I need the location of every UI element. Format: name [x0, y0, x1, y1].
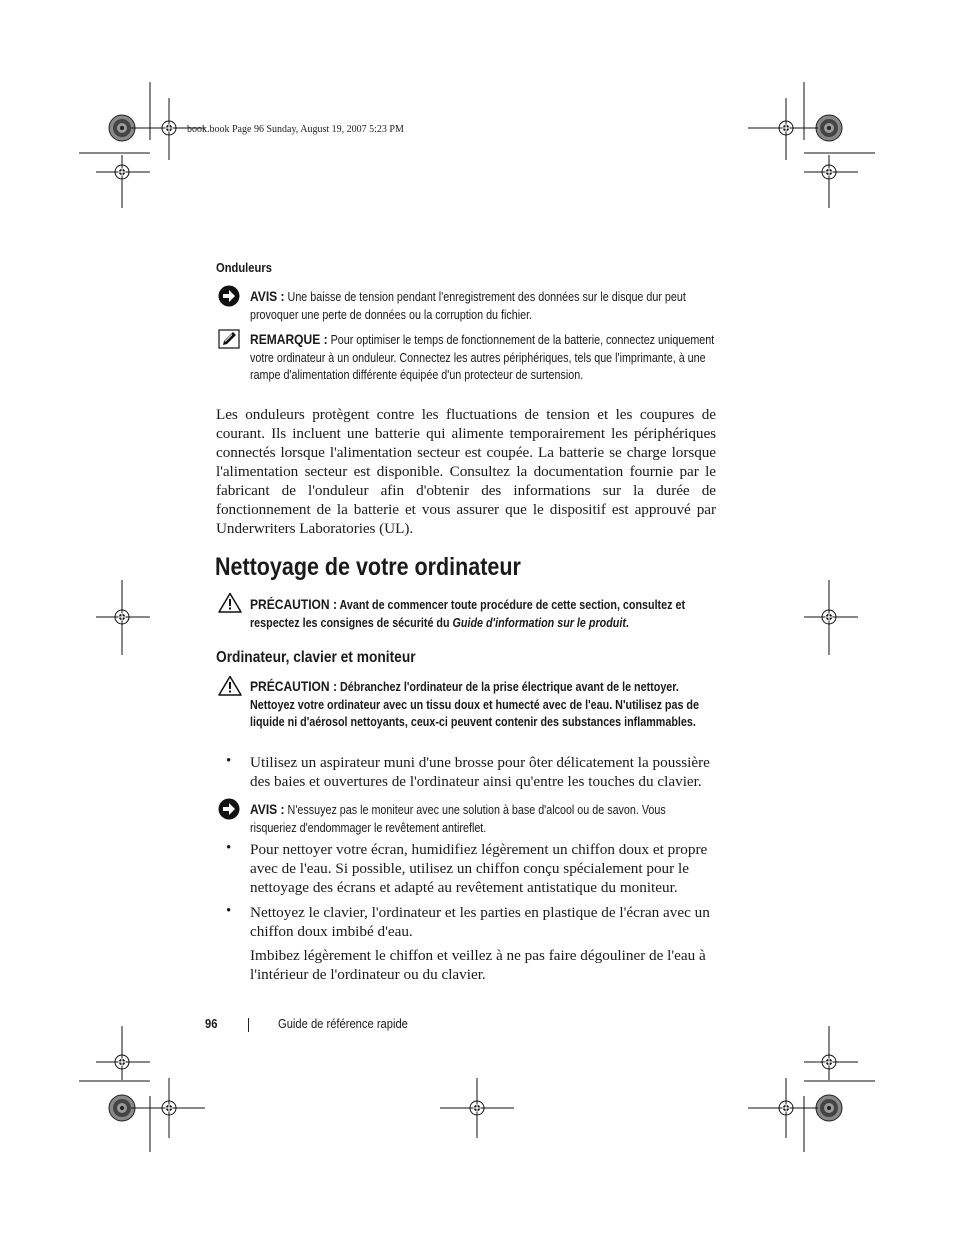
print-header: book.book Page 96 Sunday, August 19, 2007 5:23 PM	[187, 124, 404, 135]
caution-text: Débranchez l'ordinateur de la prise électrique avant de le nettoyer. Nettoyez votre ordinateur avec un tissu doux et humecté avec de l'eau. N'utilisez pas de liquide ni d'aérosol nettoyants, ceux-ci peuvent contenir des substances inflammables.	[250, 680, 699, 729]
caution-block-2	[250, 678, 714, 732]
caution-label: PRÉCAUTION :	[250, 596, 337, 612]
note-pencil-icon	[218, 329, 240, 349]
note-label: REMARQUE :	[250, 331, 328, 347]
caution-block	[250, 596, 714, 632]
registration-star-icon	[816, 1095, 842, 1121]
footer-title: Guide de référence rapide	[278, 1016, 408, 1031]
notice-arrow-icon	[218, 285, 240, 307]
bullet-icon: •	[226, 753, 232, 769]
registration-star-icon	[816, 115, 842, 141]
bullet-item-keyboard-followup: Imbibez légèrement le chiffon et veillez à ne pas faire dégouliner de l'eau à l'intérieur de l'ordinateur ou du clavier.	[250, 947, 706, 983]
subheading-computer-keyboard-monitor: Ordinateur, clavier et moniteur	[216, 649, 416, 666]
bullet-icon: •	[226, 840, 232, 856]
ups-paragraph: Les onduleurs protègent contre les fluctuations de tension et les coupures de courant. Ils incluent une batterie qui alimente temporairement les périphériques connectés lorsque l'alimentation secteur est coupée. La batterie se charge lorsque l'alimentation secteur est disponible. Consultez la documentation fournie par le fabricant de l'onduleur afin d'obtenir des informations sur la durée de fonctionnement de la batterie et vous assurer que le dispositif est approuvé par Underwriters Laboratories (UL).	[216, 406, 716, 537]
caution-guide-title: Guide d'information sur le produit	[452, 615, 626, 630]
notice-block	[250, 288, 714, 324]
notice-text: N'essuyez pas le moniteur avec une solution à base d'alcool ou de savon. Vous risqueriez d'endommager le revêtement antireflet.	[250, 803, 666, 835]
bullet-item-vacuum: Utilisez un aspirateur muni d'une brosse pour ôter délicatement la poussière des baies et ouvertures de l'ordinateur ainsi qu'entre les touches du clavier.	[250, 754, 710, 790]
notice-block-2	[250, 801, 714, 837]
note-text: Pour optimiser le temps de fonctionnement de la batterie, connectez uniquement votre ordinateur à un onduleur. Connectez les autres périphériques, tels que l'imprimante, à une rampe d'alimentation différente équipée d'un protecteur de surtension.	[250, 333, 715, 382]
notice-label: AVIS :	[250, 288, 285, 304]
bullet-icon: •	[226, 903, 232, 919]
subheading-ups: Onduleurs	[216, 260, 272, 275]
note-block	[250, 331, 714, 385]
bullet-item-screen: Pour nettoyer votre écran, humidifiez légèrement un chiffon doux et propre avec de l'eau. Si possible, utilisez un chiffon conçu spécialement pour le nettoyage des écrans et adapté au revêtement antistatique du moniteur.	[250, 841, 708, 896]
notice-arrow-icon	[218, 798, 240, 820]
caution-text: Avant de commencer toute procédure de cette section, consultez et respectez les consignes de sécurité du	[250, 598, 686, 630]
caution-triangle-icon	[218, 592, 242, 613]
caution-text-end: .	[625, 615, 629, 630]
notice-text: Une baisse de tension pendant l'enregistrement des données sur le disque dur peut provoquer une perte de données ou la corruption du fichier.	[250, 290, 686, 322]
section-heading: Nettoyage de votre ordinateur	[215, 553, 521, 581]
notice-label: AVIS :	[250, 801, 285, 817]
footer-divider	[248, 1018, 249, 1032]
caution-triangle-icon	[218, 675, 242, 696]
page-number: 96	[205, 1016, 218, 1031]
caution-label: PRÉCAUTION :	[250, 678, 337, 694]
bullet-item-keyboard: Nettoyez le clavier, l'ordinateur et les parties en plastique de l'écran avec un chiffon doux imbibé d'eau.	[250, 904, 710, 940]
